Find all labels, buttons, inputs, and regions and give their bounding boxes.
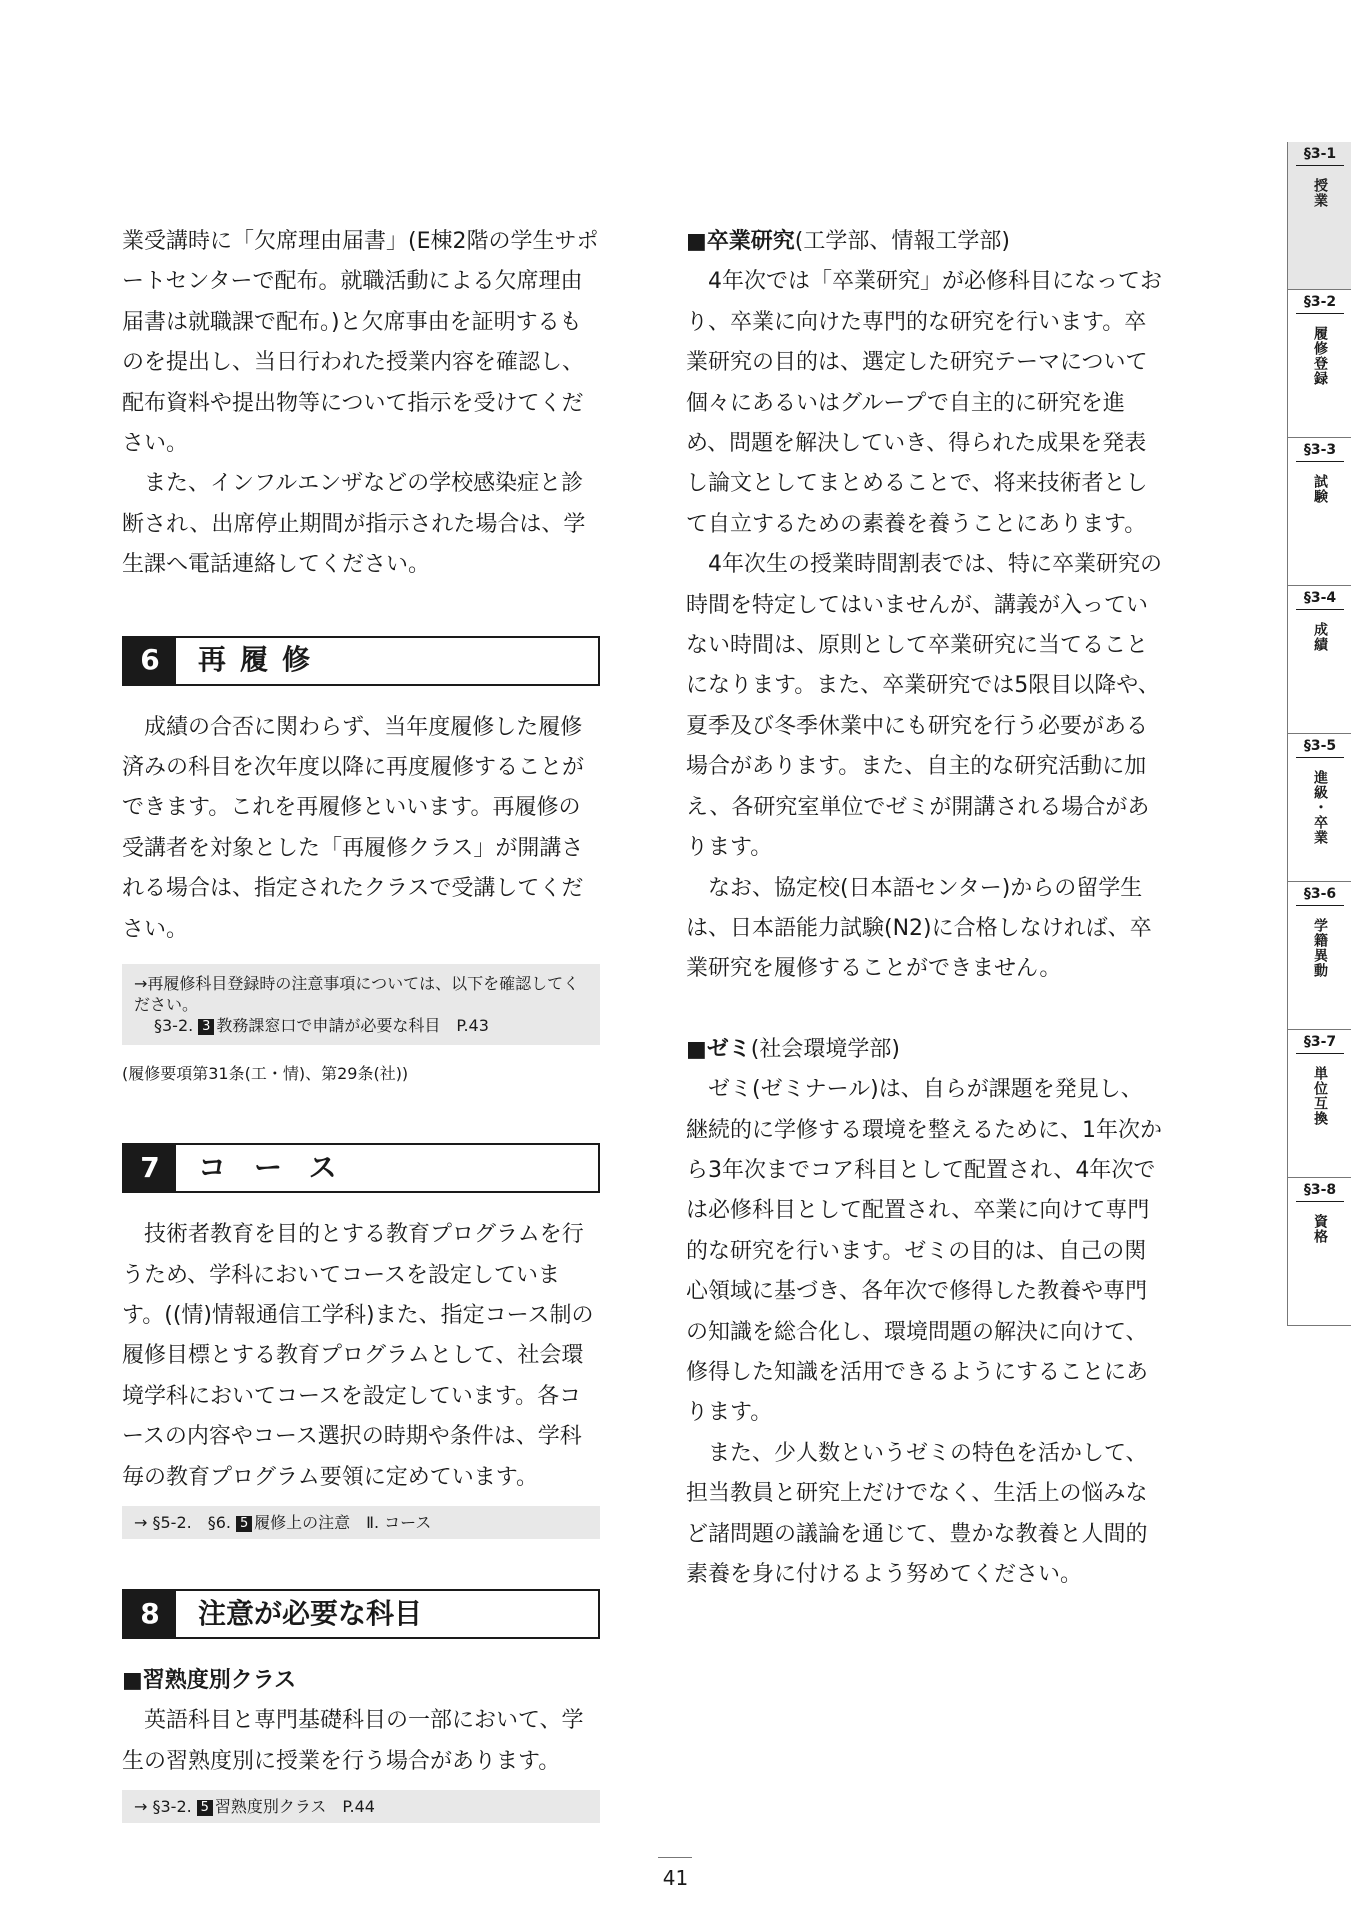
chapter-tab-3-6[interactable] xyxy=(1287,882,1351,1030)
spacer xyxy=(686,990,1162,1030)
paragraph: ゼミ(ゼミナール)は、自らが課題を発見し、継続的に学修する環境を整えるために、1年次から3年次までコア科目として配置され、4年次では必修科目として配置され、卒業に向けて専門的な研究を行います。ゼミの目的は、自己の関心領域に基づき、各年次で修得した教養や専門の知識を総合化し、環境問題の解決に向けて、修得した知識を活用できるようにすることにあります。 xyxy=(686,1077,1162,1426)
page-number: 41 xyxy=(662,1866,689,1890)
paragraph: 英語科目と専門基礎科目の一部において、学生の習熟度別に授業を行う場合があります。 xyxy=(122,1708,584,1774)
tab-code: §3-8 xyxy=(1296,1182,1344,1202)
tab-label: 履修登録 xyxy=(1312,326,1328,386)
note-text: 習熟度別クラス P.44 xyxy=(214,1797,375,1817)
chapter-tab-3-3[interactable] xyxy=(1287,438,1351,586)
section-heading-8 xyxy=(122,1589,600,1639)
number-badge: 5 xyxy=(197,1800,213,1816)
note-text: 教務課窓口で申請が必要な科目 P.43 xyxy=(216,1016,489,1036)
subheading-paren: (工学部、情報工学部) xyxy=(794,229,1010,254)
tab-label: 進級・卒業 xyxy=(1312,770,1328,845)
subheading xyxy=(686,222,1162,262)
tab-label: 試験 xyxy=(1312,474,1328,504)
tab-code: §3-7 xyxy=(1296,1034,1344,1054)
tab-code: §3-4 xyxy=(1296,590,1344,610)
section-number: 7 xyxy=(124,1145,176,1191)
chapter-tab-3-5[interactable] xyxy=(1287,734,1351,882)
subheading-paren: (社会環境学部) xyxy=(750,1036,900,1062)
chapter-tab-3-2[interactable] xyxy=(1287,290,1351,438)
chapter-tab-3-7[interactable] xyxy=(1287,1030,1351,1178)
left-column xyxy=(122,222,600,1823)
subheading-title: ■ゼミ xyxy=(686,1036,751,1062)
chapter-tab-3-1[interactable] xyxy=(1287,142,1351,290)
paragraph: 技術者教育を目的とする教育プログラムを行うため、学科においてコースを設定しています。((情)情報通信工学科)また、指定コース制の履修目標とする教育プログラムとして、社会環境学科においてコースを設定しています。各コースの内容やコース選択の時期や条件は、学科毎の教育プログラム要領に定めています。 xyxy=(122,1222,594,1490)
section-title: 注意が必要な科目 xyxy=(198,1596,423,1630)
section-ref: → §3-2. xyxy=(134,1797,192,1817)
paragraph: 4年次では「卒業研究」が必修科目になっており、卒業に向けた専門的な研究を行います。卒業研究の目的は、選定した研究テーマについて個々にあるいはグループで自主的に研究を進め、問題を解決していき、得られた成果を発表し論文としてまとめることで、将来技術者として自立するための素養を養うことにあります。 xyxy=(686,269,1162,537)
tab-label: 学籍異動 xyxy=(1312,918,1328,978)
chapter-tab-3-8[interactable] xyxy=(1287,1178,1351,1326)
tab-code: §3-6 xyxy=(1296,886,1344,906)
subheading-title: ■卒業研究 xyxy=(686,229,795,254)
page-number-rule xyxy=(658,1857,692,1858)
reference-note xyxy=(122,1790,600,1823)
section-title: コース xyxy=(198,1150,365,1184)
subheading: ■習熟度別クラス xyxy=(122,1667,297,1693)
tab-label: 成績 xyxy=(1312,622,1328,652)
section-number: 6 xyxy=(124,638,176,684)
chapter-tab-3-4[interactable] xyxy=(1287,586,1351,734)
tab-label: 資格 xyxy=(1312,1214,1328,1244)
right-column xyxy=(686,222,1162,1595)
note-text: 履修上の注意 Ⅱ. コース xyxy=(254,1512,432,1532)
reference-note xyxy=(122,964,600,1045)
regulation-reference: (履修要項第31条(工・情)、第29条(社)) xyxy=(122,1064,409,1084)
note-line xyxy=(134,1015,588,1036)
number-badge: 3 xyxy=(198,1019,214,1035)
tab-code: §3-5 xyxy=(1296,738,1344,758)
number-badge: 5 xyxy=(236,1516,252,1532)
paragraph: 業受講時に「欠席理由届書」(E棟2階の学生サポートセンターで配布。就職活動による欠席理由届書は就職課で配布。)と欠席事由を証明するものを提出し、当日行われた授業内容を確認し、配布資料や提出物等について指示を受けてください。 xyxy=(122,229,599,457)
section-title: 再履修 xyxy=(198,643,325,677)
reference-note xyxy=(122,1506,600,1539)
section-ref: §3-2. xyxy=(154,1016,194,1036)
note-line: →再履修科目登録時の注意事項については、以下を確認してください。 xyxy=(134,974,580,1015)
subheading xyxy=(686,1030,1162,1070)
tab-code: §3-3 xyxy=(1296,442,1344,462)
section-number: 8 xyxy=(124,1591,176,1637)
tab-code: §3-2 xyxy=(1296,294,1344,314)
section-heading-6 xyxy=(122,636,600,686)
paragraph: また、少人数というゼミの特色を活かして、担当教員と研究上だけでなく、生活上の悩みなど諸問題の議論を通じて、豊かな教養と人間的素養を身に付けるよう努めてください。 xyxy=(686,1440,1148,1587)
tab-label: 授業 xyxy=(1312,178,1328,208)
paragraph: 4年次生の授業時間割表では、特に卒業研究の時間を特定してはいませんが、講義が入っていない時間は、原則として卒業研究に当てることになります。また、卒業研究では5限目以降や、夏季及び冬季休業中にも研究を行う必要がある場合があります。また、自主的な研究活動に加え、各研究室単位でゼミが開講される場合があります。 xyxy=(686,552,1162,861)
section-ref: → §5-2. §6. xyxy=(134,1512,231,1532)
tab-code: §3-1 xyxy=(1296,146,1344,166)
paragraph: 成績の合否に関わらず、当年度履修した履修済みの科目を次年度以降に再度履修することができます。これを再履修といいます。再履修の受講者を対象とした「再履修クラス」が開講される場合は、指定されたクラスで受講してください。 xyxy=(122,714,585,942)
tab-label: 単位互換 xyxy=(1312,1066,1328,1126)
paragraph: なお、協定校(日本語センター)からの留学生は、日本語能力試験(N2)に合格しなければ、卒業研究を履修することができません。 xyxy=(686,875,1152,982)
section-heading-7 xyxy=(122,1143,600,1193)
paragraph: また、インフルエンザなどの学校感染症と診断され、出席停止期間が指示された場合は、学生課へ電話連絡してください。 xyxy=(122,471,586,578)
